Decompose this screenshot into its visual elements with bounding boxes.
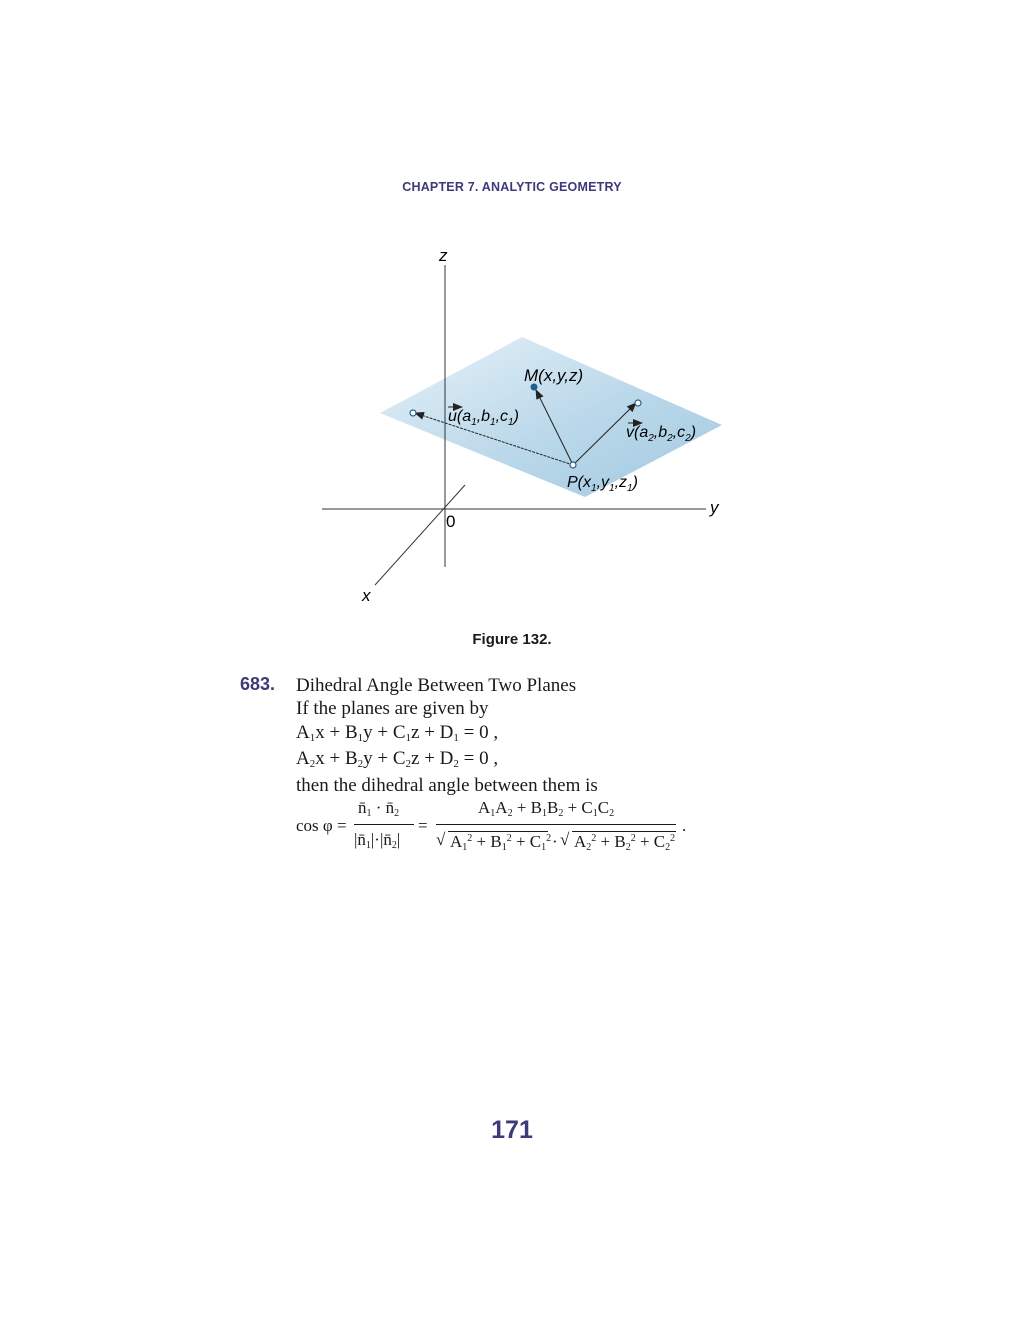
page-number: 171 <box>491 1116 533 1144</box>
figure-caption: Figure 132. <box>472 631 552 648</box>
section-title: Dihedral Angle Between Two Planes <box>296 675 577 696</box>
section-number: 683. <box>240 674 276 694</box>
plane-shape <box>380 337 722 497</box>
point-p <box>570 462 576 468</box>
chapter-header: CHAPTER 7. ANALYTIC GEOMETRY <box>402 180 622 194</box>
section-conclusion: then the dihedral angle between them is <box>296 775 598 796</box>
plane-equation-2: $A_2x + B_2y + C_2z + D_2 = 0$ , <box>296 748 499 770</box>
origin-label: 0 <box>446 512 456 531</box>
p-label: $P(x_1,y_1,z_1)$ <box>567 474 638 494</box>
plane-equation-1: $A_1x + B_1y + C_1z + D_1 = 0$ , <box>296 722 499 744</box>
x-label: x <box>362 586 371 605</box>
u-endpoint <box>410 410 416 416</box>
m-label: M(x,y,z) <box>524 366 584 385</box>
z-label: z <box>439 246 448 265</box>
u-label: $u(a_1,b_1,c_1)$ <box>448 408 519 428</box>
figure-132-diagram <box>300 235 740 605</box>
v-label: $v(a_2,b_2,c_2)$ <box>626 424 697 444</box>
section-intro: If the planes are given by <box>296 698 489 719</box>
x-axis <box>375 485 465 585</box>
y-label: y <box>710 498 719 517</box>
v-endpoint <box>635 400 641 406</box>
